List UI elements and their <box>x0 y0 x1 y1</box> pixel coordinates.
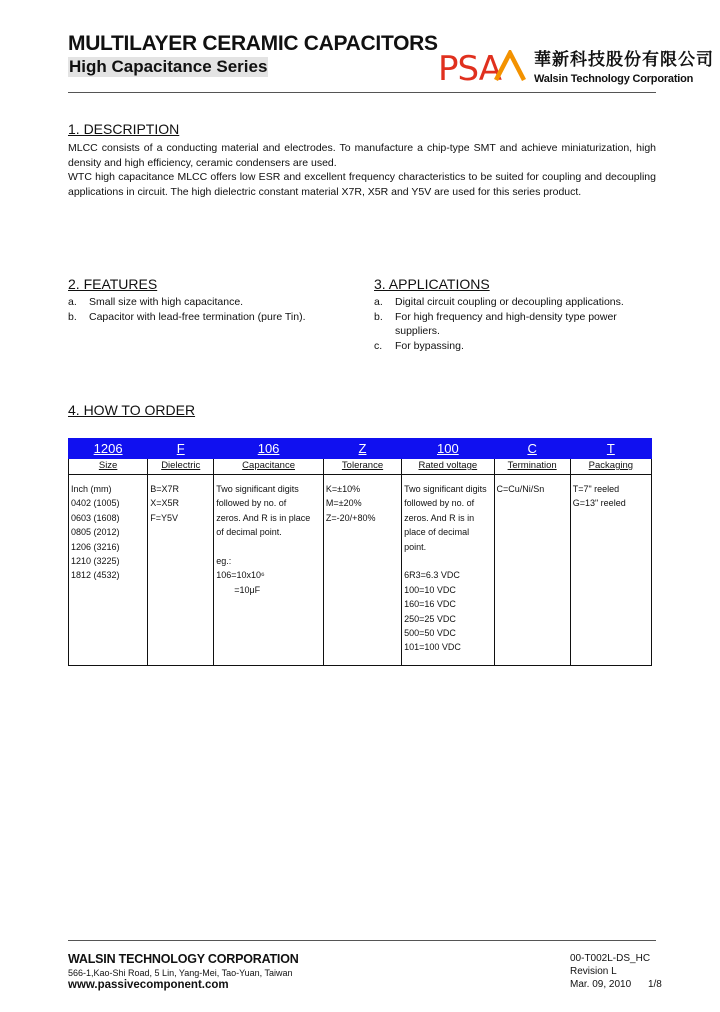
capacitance-options: Two significant digits followed by no. of zeros. And R is in place of decimal point. eg.: 106=10x10⁶ =10μF <box>214 475 324 666</box>
doc-date: Mar. 09, 2010 <box>570 979 632 990</box>
psa-logo-icon <box>438 50 530 84</box>
label-dielectric: Dielectric <box>148 459 214 475</box>
size-options: Inch (mm) 0402 (1005) 0603 (1608) 0805 (2012) 1206 (3216) 1210 (3225) 1812 (4532) <box>69 475 148 666</box>
order-code-row <box>69 439 652 459</box>
company-name-cn: 華新科技股份有限公司 <box>534 50 714 70</box>
description-paragraph: WTC high capacitance MLCC offers low ESR and excellent frequency characteristics to be suited for coupling and decoupling applications in circuit. The high dielectric constant material X7R, X5R and Y5V are used for this series product. <box>68 171 656 198</box>
voltage-options: Two significant digits followed by no. of zeros. And R is in place of decimal point. 6R3=6.3 VDC 100=10 VDC 160=16 VDC 250=25 VDC 500=50 VDC 101=100 VDC <box>402 475 494 666</box>
list-item: c. For bypassing. <box>374 339 464 352</box>
applications-list <box>374 295 654 353</box>
label-capacitance: Capacitance <box>214 459 324 475</box>
psa-logo-text: PSA <box>438 50 501 84</box>
order-detail-row <box>69 475 652 666</box>
list-item: a. Digital circuit coupling or decoupling applications. <box>374 296 624 308</box>
footer-divider <box>68 940 656 941</box>
order-label-row <box>69 459 652 475</box>
list-item: b. For high frequency and high-density type power suppliers. <box>374 310 617 337</box>
description-heading: 1. DESCRIPTION <box>68 121 180 137</box>
logo-text-block <box>534 45 720 85</box>
doc-number: 00-T002L-DS_HC <box>570 953 651 964</box>
company-logo <box>438 50 714 89</box>
footer-website-link[interactable]: www.passivecomponent.com <box>68 979 229 991</box>
dielectric-options: B=X7R X=X5R F=Y5V <box>148 475 214 666</box>
features-list <box>68 295 358 324</box>
description-body <box>68 141 656 199</box>
termination-options: C=Cu/Ni/Sn <box>494 475 570 666</box>
header-divider <box>68 92 656 93</box>
document-title: MULTILAYER CERAMIC CAPACITORS <box>68 32 438 55</box>
doc-date-row <box>570 978 662 991</box>
label-size: Size <box>69 459 148 475</box>
code-tolerance: Z <box>323 439 401 459</box>
code-voltage: 100 <box>402 439 494 459</box>
label-termination: Termination <box>494 459 570 475</box>
footer-address: 566-1,Kao-Shi Road, 5 Lin, Yang-Mei, Tao-Yuan, Taiwan <box>68 968 293 978</box>
list-item: a. Small size with high capacitance. <box>68 296 244 308</box>
code-size: 1206 <box>69 439 148 459</box>
description-paragraph: MLCC consists of a conducting material and electrodes. To manufacture a chip-type SMT and achieve miniaturization, high density and high efficiency, ceramic condensers are used. <box>68 142 656 169</box>
packaging-options: T=7" reeled G=13" reeled <box>570 475 651 666</box>
footer-company: WALSIN TECHNOLOGY CORPORATION <box>68 952 299 966</box>
label-tolerance: Tolerance <box>323 459 401 475</box>
order-code-table <box>68 438 652 666</box>
order-heading: 4. HOW TO ORDER <box>68 402 196 418</box>
label-voltage: Rated voltage <box>402 459 494 475</box>
features-heading: 2. FEATURES <box>68 276 158 292</box>
page-number: 1/8 <box>647 979 662 990</box>
code-termination: C <box>494 439 570 459</box>
company-name-en: Walsin Technology Corporation <box>534 73 694 85</box>
label-packaging: Packaging <box>570 459 651 475</box>
tolerance-options: K=±10% M=±20% Z=-20/+80% <box>323 475 401 666</box>
applications-heading: 3. APPLICATIONS <box>374 276 490 292</box>
code-dielectric: F <box>148 439 214 459</box>
code-packaging: T <box>570 439 651 459</box>
footer-company-block <box>68 952 299 991</box>
doc-revision: Revision L <box>570 966 617 977</box>
document-subtitle: High Capacitance Series <box>69 57 268 76</box>
code-capacitance: 106 <box>214 439 324 459</box>
footer-doc-info <box>570 952 662 991</box>
list-item: b. Capacitor with lead-free termination (pure Tin). <box>68 310 306 323</box>
